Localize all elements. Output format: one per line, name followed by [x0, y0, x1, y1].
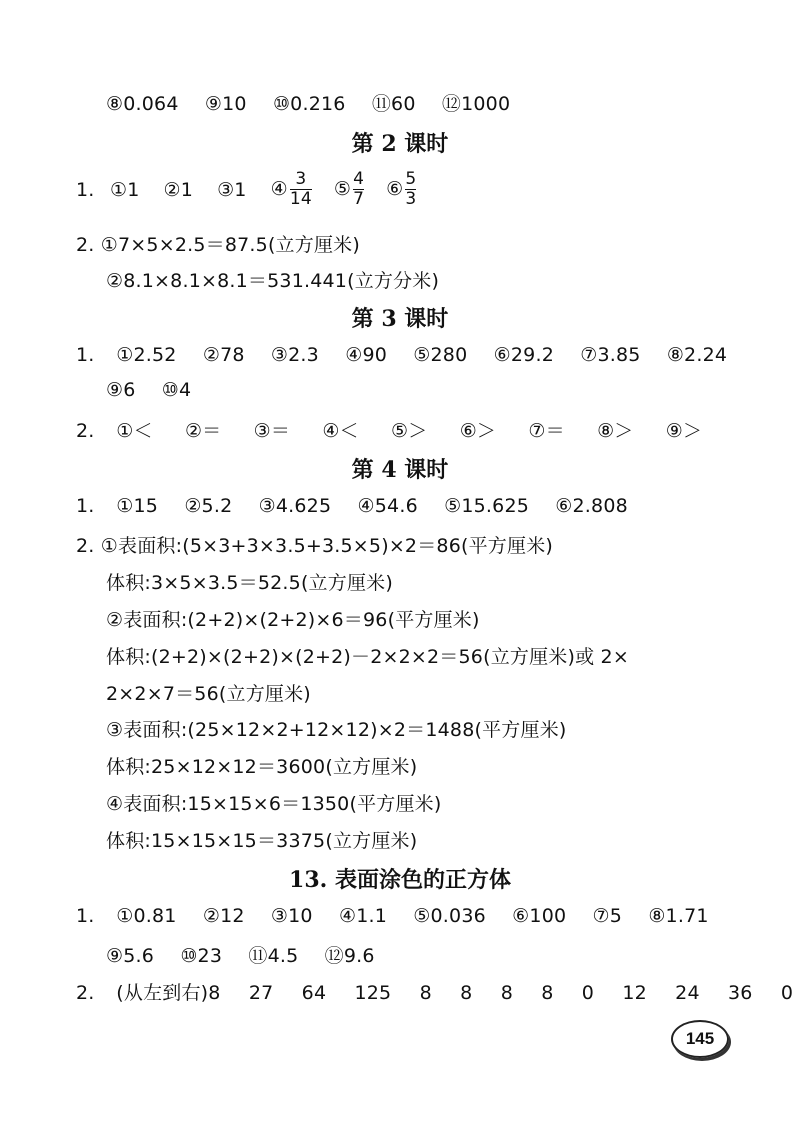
answer-item: ③1 — [217, 178, 247, 201]
answer-item: ⑨＞ — [665, 420, 703, 442]
answer-item: ⑥29.2 — [493, 344, 554, 366]
question-number: 1. — [76, 495, 95, 517]
s3-q2-row — [76, 416, 702, 443]
answer-item: ④1.1 — [338, 905, 388, 927]
answer-item: ④54.6 — [357, 495, 418, 517]
answer-item: ⑦3.85 — [580, 344, 641, 366]
answer-item: ⑩4 — [161, 379, 192, 401]
section-heading-13: 13. 表面涂色的正方体 — [289, 867, 511, 893]
fraction-answer — [271, 170, 312, 209]
section-heading-lesson-4: 第 4 课时 — [351, 457, 449, 483]
question-number: 1. — [76, 905, 95, 927]
answer-item: ①0.81 — [116, 905, 177, 927]
page-number-badge — [671, 1020, 729, 1058]
s4-q2-line: ④表面积:15×15×6＝1350(平方厘米) — [106, 793, 442, 815]
answer-item: ⑥2.808 — [555, 495, 628, 517]
s2-q2-line-1: 2. ①7×5×2.5＝87.5(立方厘米) — [76, 234, 360, 256]
answer-item: ①15 — [116, 495, 159, 517]
answer-item: ⑨10 — [204, 93, 247, 115]
answer-item: ③10 — [270, 905, 313, 927]
s3-q1-row-2 — [106, 379, 191, 401]
answer-item: 64 — [301, 982, 327, 1004]
answer-item: 0 — [581, 982, 595, 1004]
answer-item: 27 — [248, 982, 274, 1004]
answer-item: 12 — [622, 982, 647, 1004]
answer-item: ⑧1.71 — [648, 905, 709, 927]
s4-q2-line: 体积:15×15×15＝3375(立方厘米) — [106, 830, 418, 852]
fraction — [353, 170, 364, 209]
answer-item: 8 — [500, 982, 513, 1004]
answer-item: ⑤15.625 — [444, 495, 530, 517]
question-number: 1. — [76, 344, 95, 366]
answer-item: ①1 — [110, 178, 140, 201]
answer-label: (从左到右)8 — [116, 982, 221, 1004]
s13-q1-row-2 — [106, 941, 375, 968]
fraction-numerator: 3 — [295, 169, 307, 189]
s4-q1-row — [76, 495, 628, 517]
section-heading-lesson-2: 第 2 课时 — [351, 131, 449, 157]
circled-number: ⑤ — [333, 178, 352, 200]
answer-item: ⑩0.216 — [272, 93, 346, 115]
question-number: 1. — [76, 178, 95, 201]
answer-item: ⑨5.6 — [106, 945, 155, 967]
fraction — [405, 170, 416, 209]
s4-q2-line: ③表面积:(25×12×2+12×12)×2＝1488(平方厘米) — [106, 719, 567, 741]
circled-number: ⑥ — [386, 178, 404, 200]
answer-row-top — [106, 89, 510, 116]
answer-item: ⑥＞ — [459, 420, 497, 442]
answer-item: ⑧0.064 — [106, 93, 179, 115]
answer-item: ②＝ — [184, 420, 222, 442]
question-number: 2. — [76, 420, 95, 442]
answer-item: 8 — [419, 982, 432, 1004]
question-number: 2. — [76, 982, 95, 1004]
answer-item: ⑨6 — [106, 379, 136, 401]
answer-item: ⑪4.5 — [248, 945, 299, 967]
fraction-denominator: 14 — [289, 189, 312, 209]
answer-item: ⑪60 — [371, 93, 416, 115]
answer-item: ④90 — [345, 344, 388, 366]
s13-q2-row — [76, 978, 793, 1005]
answer-item: ⑫9.6 — [324, 945, 375, 967]
answer-item: ①＜ — [116, 420, 153, 442]
answer-item: 36 — [728, 982, 753, 1004]
answer-item: 8 — [460, 982, 473, 1004]
s13-q1-row-1 — [76, 905, 709, 927]
s2-q1-row — [76, 170, 416, 209]
fraction-denominator: 7 — [353, 189, 365, 209]
s4-q2-line: 体积:3×5×3.5＝52.5(立方厘米) — [106, 572, 393, 594]
s4-q2-line: 2. ①表面积:(5×3+3×3.5+3.5×5)×2＝86(平方厘米) — [76, 535, 554, 557]
answer-item: ⑧2.24 — [666, 344, 728, 366]
fraction-numerator: 5 — [405, 169, 417, 189]
answer-item: ⑥100 — [512, 905, 567, 927]
answer-item: ③＝ — [253, 420, 291, 442]
answer-item: 8 — [541, 982, 554, 1004]
answer-item: ⑤＞ — [391, 420, 428, 442]
answer-item: ⑧＞ — [597, 420, 634, 442]
answer-item: 125 — [354, 982, 392, 1004]
answer-item: ②12 — [202, 905, 245, 927]
circled-number: ④ — [270, 178, 288, 200]
section-heading-lesson-3: 第 3 课时 — [351, 306, 449, 332]
fraction — [290, 170, 312, 209]
s4-q2-line: 体积:25×12×12＝3600(立方厘米) — [106, 756, 418, 778]
page-number: 145 — [685, 1029, 715, 1048]
answer-item: ⑫1000 — [441, 93, 511, 115]
fraction-denominator: 3 — [405, 189, 417, 209]
s4-q2-line: 体积:(2+2)×(2+2)×(2+2)－2×2×2＝56(立方厘米)或 2× — [106, 646, 629, 668]
answer-item: ⑩23 — [180, 945, 223, 967]
fraction-answer — [334, 170, 364, 209]
answer-item: ②5.2 — [184, 495, 233, 517]
answer-item: ①2.52 — [116, 344, 177, 366]
fraction-numerator: 4 — [353, 169, 365, 189]
s2-q2-line-2: ②8.1×8.1×8.1＝531.441(立方分米) — [106, 270, 440, 292]
s3-q1-row-1 — [76, 344, 727, 366]
answer-item: ⑦＝ — [528, 420, 565, 442]
fraction-answer — [386, 170, 416, 209]
s4-q2-line: ②表面积:(2+2)×(2+2)×6＝96(平方厘米) — [106, 609, 480, 631]
answer-item: ⑤0.036 — [413, 905, 486, 927]
answer-item: ②1 — [163, 178, 194, 201]
answer-item: 0 — [780, 982, 794, 1004]
s4-q2-line: 2×2×7＝56(立方厘米) — [106, 683, 311, 705]
answer-item: ③4.625 — [258, 495, 332, 517]
answer-item: ⑤280 — [413, 344, 468, 366]
answer-item: ⑦5 — [592, 905, 623, 927]
answer-item: ②78 — [202, 344, 245, 366]
answer-item: ④＜ — [322, 420, 359, 442]
answer-item: 24 — [675, 982, 700, 1004]
answer-item: ③2.3 — [270, 344, 319, 366]
